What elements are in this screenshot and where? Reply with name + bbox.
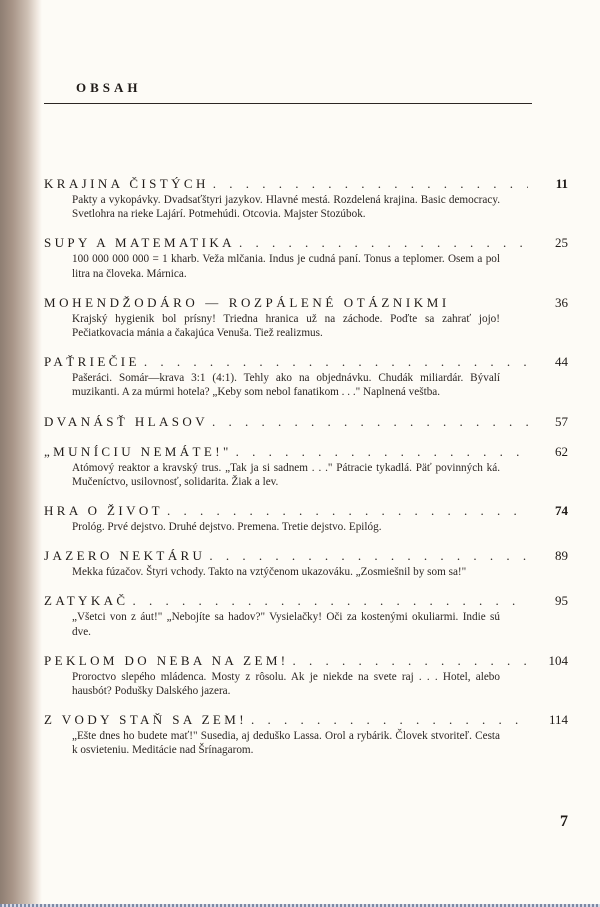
toc-entry-page: 89 <box>555 548 568 564</box>
toc-entry <box>44 294 568 340</box>
toc-entry <box>44 235 568 280</box>
toc-entry <box>44 548 568 579</box>
toc-entry-title: DVANÁSŤ HLASOV <box>44 413 209 429</box>
toc-entry-title: ZATYKAČ <box>44 593 129 609</box>
toc-entry-title: HRA O ŽIVOT <box>44 503 164 519</box>
dot-leader <box>132 593 528 609</box>
toc-entry-description: Pakty a vykopávky. Dvadsaťštyri jazykov. Hlavné mestá. Rozdelená krajina. Basic democracy. Svetlohra na rieke Lajárí. Potmehúdi. Otcovia. Majster Stozúbok. <box>72 194 500 221</box>
toc-entry-description: Prológ. Prvé dejstvo. Druhé dejstvo. Premena. Tretie dejstvo. Epilóg. <box>72 521 382 534</box>
toc-entry-page: 104 <box>548 652 568 668</box>
dot-leader <box>236 444 528 460</box>
toc-entry-title: Z VODY STAŇ SA ZEM! <box>44 712 247 728</box>
toc-entry <box>44 413 568 430</box>
toc-entry-description: Pašeráci. Somár—krava 3:1 (4:1). Tehly ako na objednávku. Chudák miliardár. Bývalí muzikanti. A za múrmi hotela? „Keby som nebol fanatikom . . ." Naplnená veštba. <box>72 372 500 399</box>
toc-entry-page: 57 <box>555 413 568 429</box>
toc-entry-page: 74 <box>555 503 568 519</box>
table-of-contents <box>44 176 568 758</box>
toc-entry-page: 25 <box>555 235 568 251</box>
toc-entry-page: 44 <box>555 354 568 370</box>
toc-entry <box>44 712 568 757</box>
toc-entry-description: Proroctvo slepého mládenca. Mosty z rôsolu. Ak je niekde na svete raj . . . Hotel, alebo hausbót? Podušky Dalského jazera. <box>72 670 500 698</box>
toc-entry-description: Mekka fúzačov. Štyri vchody. Takto na vztýčenom ukazováku. „Zosmiešnil by som sa!" <box>72 566 467 579</box>
toc-entry-description: Krajský hygienik bol prísny! Triedna hranica už na záchode. Poďte sa zahrať jojo! Pečiatkovacia mánia a čakajúca Venuša. Tiež realizmus. <box>72 312 500 340</box>
toc-entry-page: 36 <box>555 294 568 310</box>
toc-entry <box>44 176 568 221</box>
toc-entry <box>44 593 568 638</box>
toc-entry-title: SUPY A MATEMATIKA <box>44 235 235 251</box>
dot-leader <box>144 354 528 370</box>
toc-entry-title: PAŤRIEČIE <box>44 354 140 370</box>
toc-entry-description: „Všetci von z áut!" „Nebojíte sa hadov?" Vysielačky! Oči za kostenými okuliarmi. Indie sú dve. <box>72 611 500 638</box>
toc-entry <box>44 443 568 489</box>
heading-rule <box>44 103 532 104</box>
toc-entry-page: 114 <box>548 712 568 728</box>
toc-entry-description: Atómový reaktor a kravský trus. „Tak ja si sadnem . . ." Pátracie tykadlá. Päť povinných ká. Mučeníctvo, usilovnosť, solidarita. Žiak a lev. <box>72 461 500 488</box>
toc-entry <box>44 354 568 399</box>
toc-entry-title: PEKLOM DO NEBA NA ZEM! <box>44 652 289 668</box>
dot-leader <box>209 548 528 564</box>
page-number: 7 <box>560 813 568 830</box>
toc-entry-page: 95 <box>555 593 568 609</box>
toc-entry-title: „MUNÍCIU NEMÁTE!" <box>44 443 232 459</box>
toc-entry <box>44 652 568 698</box>
dot-leader <box>213 176 528 192</box>
toc-entry-description: 100 000 000 000 = 1 kharb. Veža mlčania. Indus je cudná paní. Tonus a teplomer. Osem a pol litra na človeka. Márnica. <box>72 253 500 280</box>
toc-entry-page: 62 <box>555 443 568 459</box>
dot-leader <box>251 712 528 728</box>
dot-leader <box>212 414 528 430</box>
toc-entry-title: MOHENDŽODÁRO — ROZPÁLENÉ OTÁZNIKMI <box>44 294 450 310</box>
page-heading: OBSAH <box>76 80 142 95</box>
toc-entry <box>44 503 568 534</box>
dot-leader <box>239 235 528 251</box>
toc-entry-page: 11 <box>555 176 568 191</box>
toc-entry-title: JAZERO NEKTÁRU <box>44 548 206 564</box>
dot-leader <box>293 653 528 669</box>
toc-entry-description: „Ešte dnes ho budete mať!" Susedia, aj deduško Lassa. Orol a rybárik. Človek stvoriteľ. Cesta k osvieteniu. Meditácie nad Šrínagarom. <box>72 730 500 757</box>
dot-leader <box>167 503 528 519</box>
toc-entry-title: KRAJINA ČISTÝCH <box>44 176 209 191</box>
book-spine-shadow <box>0 0 42 907</box>
